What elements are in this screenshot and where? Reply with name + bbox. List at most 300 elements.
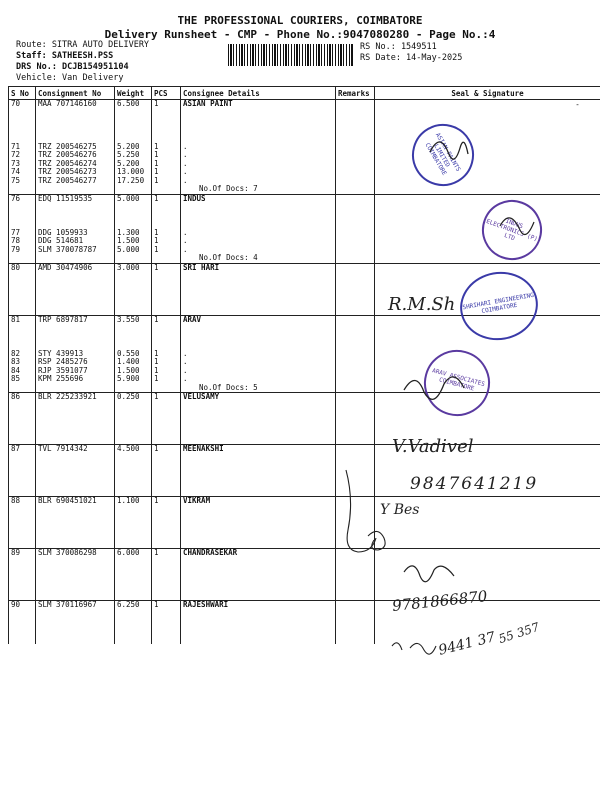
cell-spacer <box>38 254 112 263</box>
cell-line: VELUSAMY <box>183 393 220 401</box>
cell-line <box>38 566 112 575</box>
cell-line <box>183 635 333 644</box>
cell-line <box>11 427 33 436</box>
cell-line <box>38 627 112 636</box>
table-row <box>9 100 600 195</box>
cell-line <box>11 410 33 419</box>
cell-line <box>38 281 112 290</box>
cell-line <box>11 454 33 463</box>
cell-line <box>11 220 33 229</box>
cell-line: 1 <box>154 315 159 324</box>
signature-vikram: Y Bes <box>380 502 420 518</box>
cell-line: VIKRAM <box>183 497 211 505</box>
weight-cell <box>115 497 152 549</box>
staff-label: Staff: SATHEESH.PSS <box>16 51 114 61</box>
cell-line <box>154 126 178 135</box>
cell-line: 1.500 <box>117 237 140 245</box>
cell-line <box>117 540 149 549</box>
cell-line <box>154 203 178 212</box>
cell-line <box>154 592 178 601</box>
cell-line: INDUS <box>183 194 206 203</box>
remarks-cell <box>336 549 375 601</box>
cell-line <box>11 583 33 592</box>
pcs-cell <box>152 263 181 315</box>
cell-line <box>117 203 149 212</box>
cell-line <box>117 531 149 540</box>
consignment-cell <box>36 315 115 393</box>
cell-line <box>117 558 149 567</box>
cell-line <box>154 618 178 627</box>
cell-line: DDG 514681 <box>38 237 84 245</box>
cell-line <box>183 298 333 307</box>
cell-line <box>11 471 33 480</box>
cell-line <box>117 488 149 497</box>
cell-line: MAA 707146160 <box>38 100 97 108</box>
cell-line <box>11 635 33 644</box>
cell-line: 1 <box>154 349 159 358</box>
consignee-cell <box>181 194 336 263</box>
cell-line <box>11 324 33 333</box>
docs-count: No.Of Docs: 4 <box>199 254 258 262</box>
cell-line <box>38 514 112 523</box>
sno-cell <box>9 194 36 263</box>
cell-line <box>183 488 333 497</box>
cell-line <box>11 134 33 143</box>
cell-line: 78 <box>11 237 21 245</box>
cell-spacer <box>11 185 33 194</box>
cell-line <box>154 402 178 411</box>
cell-line <box>154 566 178 575</box>
consignment-cell <box>36 601 115 644</box>
cell-line <box>154 333 178 342</box>
cell-line: MEENAKSHI <box>183 445 224 453</box>
cell-line: 1 <box>154 375 159 383</box>
cell-line: STY 439913 <box>38 349 84 358</box>
cell-line <box>117 427 149 436</box>
cell-line <box>38 479 112 488</box>
cell-line: 71 <box>11 142 21 151</box>
cell-line <box>183 523 333 532</box>
cell-line: 1.300 <box>117 228 140 237</box>
cell-line <box>117 212 149 221</box>
cell-line <box>11 488 33 497</box>
rs-info <box>360 42 462 64</box>
cell-line: BLR 690451021 <box>38 497 97 505</box>
cell-line <box>183 540 333 549</box>
consignee-cell <box>181 601 336 644</box>
cell-line: 1 <box>154 245 159 254</box>
col-consignment: Consignment No <box>36 87 115 100</box>
remarks-cell <box>336 263 375 315</box>
cell-line: TRZ 200546276 <box>38 151 97 159</box>
handwritten-rajeshwari: 9441 37 <box>436 629 497 659</box>
cell-line <box>11 333 33 342</box>
cell-line: TRZ 200546277 <box>38 176 97 185</box>
handwritten-rajeshwari-2: 55 357 <box>496 619 542 647</box>
sno-cell <box>9 263 36 315</box>
signature-mark: - <box>575 100 580 109</box>
cell-line <box>117 610 149 619</box>
cell-line: . <box>183 237 188 245</box>
cell-line <box>117 298 149 307</box>
cell-line <box>154 583 178 592</box>
cell-line: 1 <box>154 142 159 151</box>
cell-line: SLM 370078787 <box>38 245 97 254</box>
cell-line: TRZ 200546275 <box>38 142 97 151</box>
cell-line: 3.550 <box>117 315 140 324</box>
cell-line <box>11 212 33 221</box>
weight-cell <box>115 263 152 315</box>
cell-line: RSP 2485276 <box>38 358 88 366</box>
consignee-cell <box>181 315 336 393</box>
consignee-cell <box>181 445 336 497</box>
consignee-cell <box>181 497 336 549</box>
cell-line <box>38 109 112 118</box>
cell-line: KPM 255696 <box>38 375 84 383</box>
cell-line: SLM 370116967 <box>38 601 97 609</box>
cell-line <box>183 618 333 627</box>
cell-line <box>38 462 112 471</box>
sno-cell <box>9 445 36 497</box>
cell-line <box>117 324 149 333</box>
cell-line <box>117 402 149 411</box>
consignee-cell <box>181 549 336 601</box>
cell-spacer <box>11 384 33 393</box>
sno-cell <box>9 100 36 195</box>
cell-line <box>38 298 112 307</box>
pcs-cell <box>152 497 181 549</box>
drs-label: DRS No.: DCJB154951104 <box>16 62 129 72</box>
pcs-cell <box>152 194 181 263</box>
remarks-cell <box>336 315 375 393</box>
cell-line <box>117 410 149 419</box>
cell-line: 1 <box>154 176 159 185</box>
cell-line <box>117 592 149 601</box>
cell-line <box>154 558 178 567</box>
cell-line <box>11 575 33 584</box>
cell-line: TRP 6897817 <box>38 315 88 324</box>
cell-line <box>154 298 178 307</box>
cell-spacer <box>117 185 149 194</box>
cell-line <box>183 575 333 584</box>
col-remarks: Remarks <box>336 87 375 100</box>
cell-line <box>38 402 112 411</box>
cell-line <box>11 341 33 350</box>
cell-line <box>183 583 333 592</box>
pcs-cell <box>152 100 181 195</box>
cell-line: 5.900 <box>117 375 140 383</box>
cell-line: ASIAN PAINT <box>183 100 233 108</box>
phone-meenakshi: 9847641219 <box>410 474 539 494</box>
cell-line <box>11 592 33 601</box>
cell-line <box>11 514 33 523</box>
col-signature: Seal & Signature <box>375 87 600 100</box>
cell-line <box>38 410 112 419</box>
cell-line: . <box>183 375 188 383</box>
col-weight: Weight <box>115 87 152 100</box>
cell-line <box>11 281 33 290</box>
cell-line <box>117 462 149 471</box>
cell-line <box>183 454 333 463</box>
cell-line: RJP 3591077 <box>38 366 88 375</box>
cell-line <box>183 531 333 540</box>
cell-line <box>117 419 149 428</box>
cell-line <box>183 117 333 126</box>
cell-line <box>117 454 149 463</box>
cell-line <box>154 479 178 488</box>
cell-line: 76 <box>11 194 21 203</box>
cell-line: 1 <box>154 159 159 168</box>
pcs-cell <box>152 393 181 445</box>
cell-line: 5.250 <box>117 151 140 159</box>
cell-line <box>38 454 112 463</box>
cell-line: SLM 370086298 <box>38 549 97 557</box>
sno-cell <box>9 315 36 393</box>
cell-line: 5.200 <box>117 142 140 151</box>
cell-line: 81 <box>11 315 21 324</box>
signature-sri-hari: R.M.Sh <box>388 294 456 315</box>
stamp-sri-hari-text: SHRIHARI ENGINEERING COIMBATORE <box>462 291 535 316</box>
cell-line: 1.100 <box>117 497 140 505</box>
cell-line: EDQ 11519535 <box>38 194 93 203</box>
cell-line: 6.250 <box>117 601 140 609</box>
cell-line <box>117 635 149 644</box>
cell-line: 70 <box>11 100 21 108</box>
cell-line: 85 <box>11 375 21 383</box>
cell-spacer <box>11 254 33 263</box>
cell-line <box>117 126 149 135</box>
weight-cell <box>115 601 152 644</box>
cell-line: . <box>183 228 188 237</box>
cell-line <box>11 117 33 126</box>
cell-line: 84 <box>11 366 21 375</box>
signature-velusamy: V.Vadivel <box>392 436 474 457</box>
cell-line <box>183 558 333 567</box>
cell-line: 1 <box>154 237 159 245</box>
cell-line: 1 <box>154 168 159 176</box>
stamp-indus-text: INDUS ELECTRONICS (P) LTD <box>485 217 539 244</box>
cell-spacer <box>38 185 112 194</box>
cell-line <box>154 341 178 350</box>
consignment-cell <box>36 100 115 195</box>
cell-line <box>154 289 178 298</box>
cell-line <box>11 610 33 619</box>
cell-line: 73 <box>11 159 21 168</box>
cell-line <box>117 627 149 636</box>
remarks-cell <box>336 393 375 445</box>
cell-line <box>154 134 178 143</box>
cell-line <box>38 583 112 592</box>
remarks-cell <box>336 445 375 497</box>
cell-line: TRZ 200546274 <box>38 159 97 168</box>
cell-line: 90 <box>11 601 21 609</box>
cell-line: 5.000 <box>117 245 140 254</box>
cell-line <box>11 298 33 307</box>
cell-line: 1 <box>154 393 159 401</box>
consignment-cell <box>36 549 115 601</box>
cell-line <box>117 117 149 126</box>
route-label: Route: SITRA AUTO DELIVERY <box>16 40 150 50</box>
sno-cell <box>9 497 36 549</box>
cell-line <box>117 575 149 584</box>
cell-line: TRZ 200546273 <box>38 168 97 176</box>
cell-line: 6.000 <box>117 549 140 557</box>
cell-line: . <box>183 151 188 159</box>
cell-line: SRI HARI <box>183 263 220 272</box>
cell-line <box>117 471 149 480</box>
cell-line <box>11 558 33 567</box>
cell-line: 5.200 <box>117 159 140 168</box>
cell-line <box>183 126 333 135</box>
cell-line <box>154 610 178 619</box>
consignment-cell <box>36 263 115 315</box>
cell-line <box>183 402 333 411</box>
cell-line: CHANDRASEKAR <box>183 549 238 557</box>
cell-line <box>38 212 112 221</box>
cell-line <box>117 134 149 143</box>
cell-line <box>11 402 33 411</box>
cell-line <box>38 341 112 350</box>
cell-line <box>11 566 33 575</box>
cell-line <box>183 109 333 118</box>
cell-line: . <box>183 245 188 254</box>
cell-line <box>117 506 149 515</box>
cell-line <box>38 272 112 281</box>
route-info <box>16 40 149 84</box>
remarks-cell <box>336 601 375 644</box>
cell-line <box>38 203 112 212</box>
cell-line <box>183 410 333 419</box>
cell-line: . <box>183 349 188 358</box>
col-pcs: PCS <box>152 87 181 100</box>
cell-line: TVL 7914342 <box>38 445 88 453</box>
cell-line <box>38 618 112 627</box>
cell-line <box>154 220 178 229</box>
cell-line <box>38 575 112 584</box>
cell-line <box>183 627 333 636</box>
cell-line <box>38 427 112 436</box>
cell-line: . <box>183 358 188 366</box>
cell-spacer <box>154 185 178 194</box>
cell-line <box>117 281 149 290</box>
cell-line <box>183 610 333 619</box>
cell-line <box>11 126 33 135</box>
cell-spacer <box>154 384 178 393</box>
weight-cell <box>115 549 152 601</box>
cell-line: 0.250 <box>117 393 140 401</box>
cell-line: 79 <box>11 245 21 254</box>
cell-line: 1 <box>154 100 159 108</box>
docs-count: No.Of Docs: 5 <box>199 383 258 392</box>
cell-line <box>183 281 333 290</box>
page-title: THE PROFESSIONAL COURIERS, COIMBATORE <box>177 14 423 27</box>
cell-line <box>117 514 149 523</box>
cell-line <box>154 540 178 549</box>
table-header-row <box>9 87 600 100</box>
cell-line <box>183 419 333 428</box>
cell-line <box>154 419 178 428</box>
consignment-cell <box>36 393 115 445</box>
cell-line <box>183 212 333 221</box>
cell-spacer <box>117 254 149 263</box>
cell-line <box>183 203 333 212</box>
cell-line <box>183 306 333 315</box>
page-subtitle: Delivery Runsheet - CMP - Phone No.:9047080280 - Page No.:4 <box>104 28 496 41</box>
cell-line: 1 <box>154 366 159 375</box>
cell-line <box>154 575 178 584</box>
cell-line <box>154 117 178 126</box>
cell-line: 75 <box>11 176 21 185</box>
cell-line <box>154 427 178 436</box>
cell-line <box>183 471 333 480</box>
cell-line <box>38 436 112 445</box>
cell-line <box>38 324 112 333</box>
cell-line <box>11 523 33 532</box>
consignee-cell <box>181 393 336 445</box>
cell-line <box>154 471 178 480</box>
consignment-cell <box>36 497 115 549</box>
cell-line: 1 <box>154 194 159 203</box>
phone-chandrasekar: 9781866870 <box>391 587 489 615</box>
cell-line <box>154 454 178 463</box>
pcs-cell <box>152 315 181 393</box>
vehicle-label: Vehicle: Van Delivery <box>16 73 124 83</box>
consignment-cell <box>36 445 115 497</box>
cell-line <box>11 618 33 627</box>
pcs-cell <box>152 549 181 601</box>
cell-line <box>154 506 178 515</box>
cell-line: BLR 225233921 <box>38 393 97 401</box>
cell-line: 6.500 <box>117 100 140 108</box>
cell-line <box>183 341 333 350</box>
consignee-cell <box>181 263 336 315</box>
cell-line: ARAV <box>183 315 202 324</box>
sno-cell <box>9 601 36 644</box>
cell-line <box>117 333 149 342</box>
cell-spacer <box>117 384 149 393</box>
sno-cell <box>9 549 36 601</box>
stamp-arav-text: ARAV ASSOCIATES COIMBATORE <box>431 367 486 393</box>
cell-line <box>11 479 33 488</box>
cell-line <box>38 306 112 315</box>
cell-line <box>11 627 33 636</box>
cell-line: 1 <box>154 358 159 366</box>
remarks-cell <box>336 194 375 263</box>
barcode <box>228 44 354 66</box>
cell-line <box>154 523 178 532</box>
cell-line <box>117 479 149 488</box>
cell-line <box>154 324 178 333</box>
cell-line <box>38 117 112 126</box>
cell-line <box>183 333 333 342</box>
cell-line <box>183 592 333 601</box>
col-sno: S No <box>9 87 36 100</box>
cell-line <box>11 531 33 540</box>
cell-line <box>38 126 112 135</box>
cell-line <box>117 436 149 445</box>
cell-line: 72 <box>11 151 21 159</box>
cell-line <box>38 220 112 229</box>
cell-line <box>154 514 178 523</box>
cell-line: 1 <box>154 601 159 609</box>
cell-line <box>183 289 333 298</box>
cell-line <box>38 635 112 644</box>
cell-line: 89 <box>11 549 21 557</box>
cell-line <box>11 109 33 118</box>
cell-line <box>38 134 112 143</box>
cell-line <box>154 627 178 636</box>
cell-line: 4.500 <box>117 445 140 453</box>
